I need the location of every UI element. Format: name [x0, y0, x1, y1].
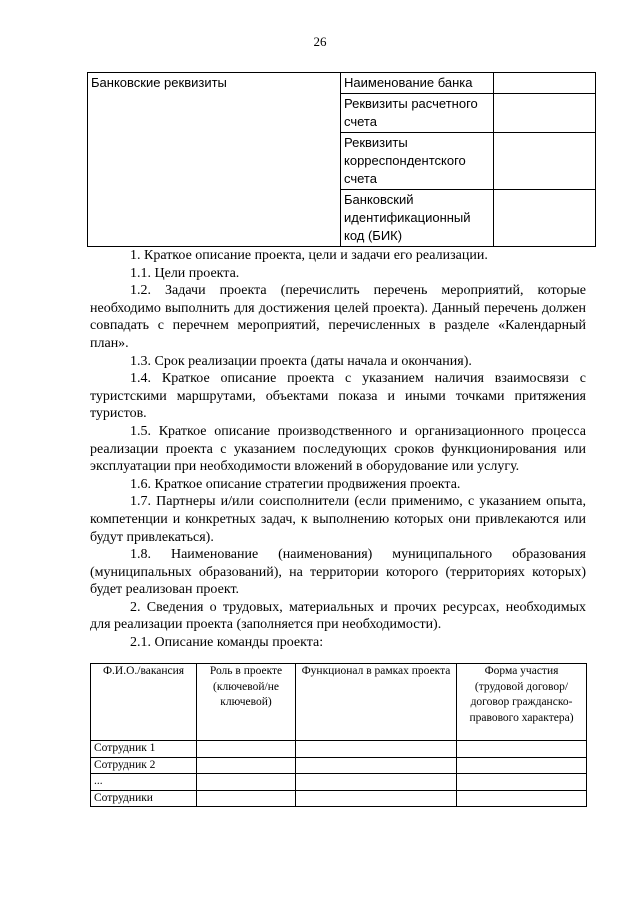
table-row	[91, 741, 587, 758]
page-number: 26	[313, 34, 327, 49]
paragraph: 1.6. Краткое описание стратегии продвижения проекта.	[130, 476, 461, 492]
bik-label: Банковский идентификационный код (БИК)	[341, 190, 494, 247]
bik-value	[494, 190, 596, 247]
table-row	[91, 790, 587, 807]
settlement-account-value	[494, 94, 596, 133]
paragraph: 1.1. Цели проекта.	[130, 265, 240, 281]
table-row	[88, 73, 596, 94]
paragraph: 1.7. Партнеры и/или соисполнители (если применимо, с указанием опыта, компетенции и конкретных задач, к выполнению которых они привлекаются или будут привлекаться).	[90, 494, 586, 545]
table-row	[91, 757, 587, 774]
document-body	[90, 247, 586, 652]
column-header: Роль в проекте (ключевой/не ключевой)	[197, 664, 296, 741]
column-header: Функционал в рамках проекта	[296, 664, 457, 741]
row-label: Сотрудник 1	[91, 741, 197, 758]
bank-section-label: Банковские реквизиты	[88, 73, 341, 247]
correspondent-account-value	[494, 133, 596, 190]
row-label: ...	[91, 774, 197, 791]
paragraph: 1. Краткое описание проекта, цели и задачи его реализации.	[130, 248, 488, 263]
paragraph: 1.2. Задачи проекта (перечислить перечень мероприятий, которые необходимо выполнить для достижения целей проекта). Данный перечень должен совпадать с перечнем мероприятий, перечисленных в разделе «Календарный план».	[90, 283, 586, 351]
column-header: Форма участия (трудовой договор/договор гражданско-правового характера)	[457, 664, 587, 741]
paragraph: 2. Сведения о трудовых, материальных и прочих ресурсах, необходимых для реализации проекта (заполняется при необходимости).	[90, 599, 586, 633]
settlement-account-label: Реквизиты расчетного счета	[341, 94, 494, 133]
paragraph: 1.3. Срок реализации проекта (даты начала и окончания).	[130, 353, 472, 369]
table-row	[91, 774, 587, 791]
bank-name-label: Наименование банка	[341, 73, 494, 94]
bank-details-table	[87, 72, 596, 247]
paragraph: 1.8. Наименование (наименования) муниципального образования (муниципальных образований), на территории которого (территориях которых) будет реализован проект.	[90, 547, 586, 598]
paragraph: 2.1. Описание команды проекта:	[130, 635, 324, 651]
correspondent-account-label: Реквизиты корреспондентского счета	[341, 133, 494, 190]
row-label: Сотрудник 2	[91, 757, 197, 774]
bank-name-value	[494, 73, 596, 94]
row-label: Сотрудники	[91, 790, 197, 807]
paragraph: 1.5. Краткое описание производственного и организационного процесса реализации проекта с указанием последующих сроков функционирования или эксплуатации при необходимости вложений в оборудование или услугу.	[90, 423, 586, 475]
project-team-table	[90, 663, 587, 807]
column-header: Ф.И.О./вакансия	[91, 664, 197, 741]
table-header-row	[91, 664, 587, 741]
paragraph: 1.4. Краткое описание проекта с указанием наличия взаимосвязи с туристскими маршрутами, объектами показа и иными точками притяжения туристов.	[90, 371, 586, 422]
